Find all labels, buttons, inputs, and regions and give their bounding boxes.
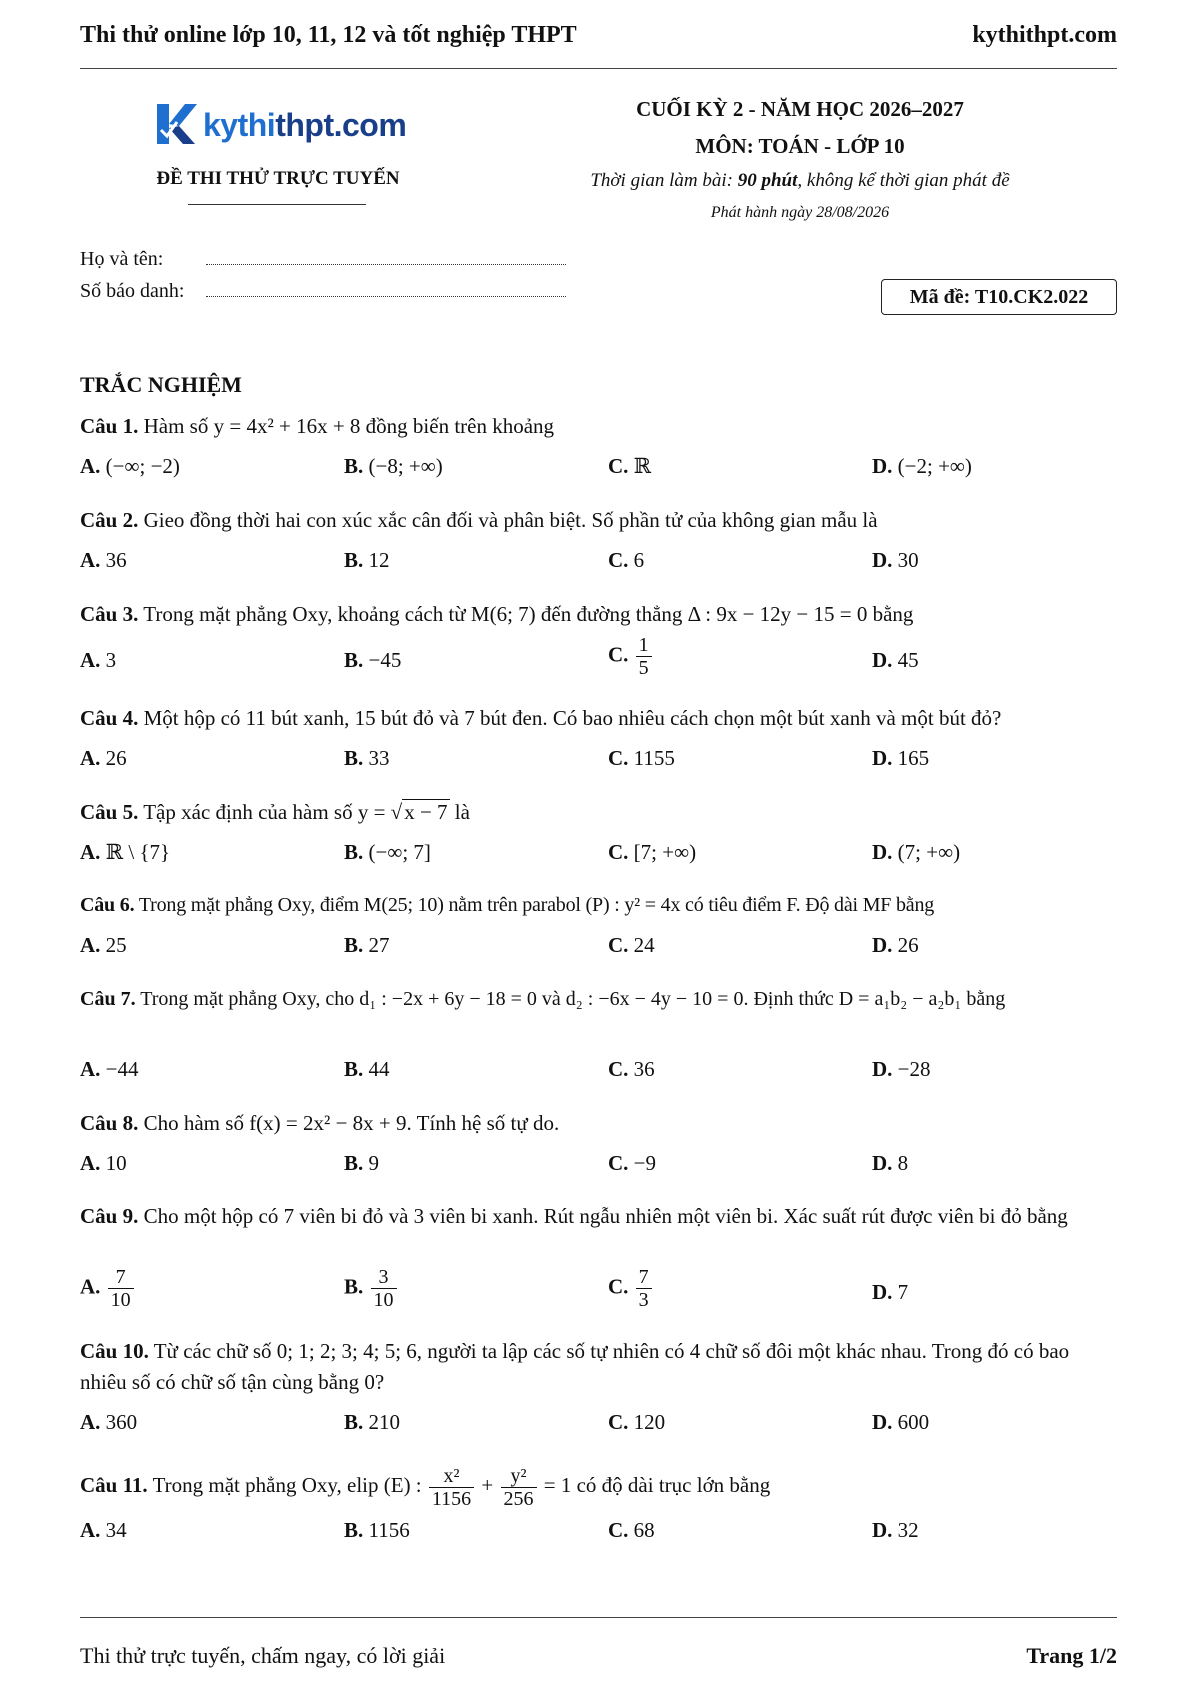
student-id-field[interactable] (80, 280, 566, 303)
option-c[interactable]: C. 68 (608, 1518, 655, 1542)
options-2 (80, 548, 1117, 582)
options-1 (80, 454, 1117, 488)
student-name-line[interactable] (206, 248, 566, 265)
option-d[interactable]: D. 7 (872, 1280, 909, 1304)
option-d[interactable]: D. 26 (872, 933, 919, 957)
option-c[interactable]: C. 1155 (608, 746, 675, 770)
header-site-link[interactable]: kythithpt.com (972, 22, 1117, 48)
options-11 (80, 1518, 1117, 1552)
option-c[interactable]: C. −9 (608, 1151, 657, 1175)
option-c[interactable]: C. [7; +∞) (608, 840, 697, 864)
option-d[interactable]: D. (−2; +∞) (872, 454, 972, 478)
footer-tagline: Thi thử trực tuyến, chấm ngay, có lời giải (80, 1643, 446, 1668)
option-d[interactable]: D. 45 (872, 648, 919, 672)
question-8: Câu 8. Cho hàm số f(x) = 2x² − 8x + 9. Tính hệ số tự do. (80, 1111, 560, 1135)
option-c[interactable]: C. 24 (608, 933, 655, 957)
fraction: $\frac{3}{10}$ (371, 1266, 397, 1311)
exam-time-value: 90 phút (737, 170, 798, 191)
option-a[interactable]: A. −44 (80, 1057, 139, 1081)
option-b[interactable]: B. 44 (344, 1057, 390, 1081)
option-a[interactable]: A. ℝ \ {7} (80, 840, 171, 864)
header-divider (80, 68, 1117, 69)
question-7: Câu 7. Trong mặt phẳng Oxy, cho d₁ : −2x + 6y − 18 = 0 và d₂ : −6x − 4y − 10 = 0. Định thức D = a₁b₂ − a₂b₁ bằng (80, 988, 1006, 1010)
question-3: Câu 3. Trong mặt phẳng Oxy, khoảng cách từ M(6; 7) đến đường thẳng Δ : 9x − 12y − 15 = 0 bằng (80, 602, 914, 626)
page-footer (80, 1643, 1117, 1669)
option-a[interactable]: A. $\frac{7}{10}$ (80, 1266, 136, 1311)
option-b[interactable]: B. 1156 (344, 1518, 410, 1542)
option-a[interactable]: A. (−∞; −2) (80, 454, 180, 478)
exam-code-box: Mã đề: T10.CK2.022 (881, 279, 1117, 315)
option-a[interactable]: A. 34 (80, 1518, 127, 1542)
option-b[interactable]: B. (−8; +∞) (344, 454, 443, 478)
question-11: Câu 11. Trong mặt phẳng Oxy, elip (E) : $\frac{\text{x²}}{1156}$ + $\frac{\text{y²}}{256}$ = 1 có độ dài trục lớn bằng (80, 1464, 771, 1510)
option-d[interactable]: D. (7; +∞) (872, 840, 961, 864)
option-c[interactable]: C. 36 (608, 1057, 655, 1081)
exam-term: CUỐI KỲ 2 - NĂM HỌC 2026–2027 (636, 97, 964, 121)
option-d[interactable]: D. 600 (872, 1410, 930, 1434)
exam-release-date: Phát hành ngày 28/08/2026 (710, 204, 890, 221)
option-b[interactable]: B. 210 (344, 1410, 401, 1434)
question-2: Câu 2. Gieo đồng thời hai con xúc xắc cân đối và phân biệt. Số phần tử của không gian mẫu là (80, 508, 878, 532)
fraction: $\frac{7}{3}$ (636, 1266, 652, 1311)
logo-text-1: kythi (203, 107, 276, 143)
fraction: $\frac{7}{10}$ (108, 1266, 134, 1311)
options-6 (80, 933, 1117, 967)
option-a[interactable]: A. 26 (80, 746, 127, 770)
student-name-field[interactable] (80, 248, 566, 271)
exam-type: ĐỀ THI THỬ TRỰC TUYẾN (156, 168, 400, 189)
footer-divider (80, 1617, 1117, 1618)
header-title: Thi thử online lớp 10, 11, 12 và tốt nghiệp THPT (80, 22, 577, 48)
option-d[interactable]: D. 30 (872, 548, 919, 572)
option-b[interactable]: B. 33 (344, 746, 390, 770)
option-c[interactable]: C. $\frac{1}{5}$ (608, 634, 654, 679)
option-b[interactable]: B. (−∞; 7] (344, 840, 431, 864)
page-header (80, 22, 1117, 56)
logo-text-2: thpt.com (275, 107, 407, 143)
student-id-label: Số báo danh: (80, 280, 185, 302)
subtitle-underline (188, 204, 366, 205)
student-id-line[interactable] (206, 280, 566, 297)
question-10: Câu 10. Từ các chữ số 0; 1; 2; 3; 4; 5; 6, người ta lập các số tự nhiên có 4 chữ số đôi một khác nhau. Trong đó có bao nhiêu số có chữ số tận cùng bằng 0? (80, 1339, 1070, 1394)
site-logo[interactable] (153, 100, 413, 160)
option-a[interactable]: A. 360 (80, 1410, 138, 1434)
option-c[interactable]: C. ℝ (608, 454, 652, 478)
option-d[interactable]: D. −28 (872, 1057, 931, 1081)
question-5: Câu 5. Tập xác định của hàm số y = √x − 7 là (80, 800, 470, 824)
option-a[interactable]: A. 10 (80, 1151, 127, 1175)
option-d[interactable]: D. 165 (872, 746, 930, 770)
question-4: Câu 4. Một hộp có 11 bút xanh, 15 bút đỏ và 7 bút đen. Có bao nhiêu cách chọn một bút xanh và một bút đỏ? (80, 706, 1002, 730)
page-number: Trang 1/2 (1026, 1643, 1117, 1668)
options-10 (80, 1410, 1117, 1444)
option-b[interactable]: B. 27 (344, 933, 390, 957)
option-c[interactable]: C. $\frac{7}{3}$ (608, 1266, 654, 1311)
question-6: Câu 6. Trong mặt phẳng Oxy, điểm M(25; 10) nằm trên parabol (P) : y² = 4x có tiêu điểm F. Độ dài MF bằng (80, 894, 935, 916)
logo-k-check-icon (153, 100, 199, 148)
question-9: Câu 9. Cho một hộp có 7 viên bi đỏ và 3 viên bi xanh. Rút ngẫu nhiên một viên bi. Xác suất rút được viên bi đỏ bằng (80, 1204, 1068, 1228)
question-1: Câu 1. Hàm số y = 4x² + 16x + 8 đồng biến trên khoảng (80, 414, 555, 438)
fraction: $\frac{\text{x²}}{1156}$ (429, 1465, 474, 1510)
option-d[interactable]: D. 8 (872, 1151, 909, 1175)
option-d[interactable]: D. 32 (872, 1518, 919, 1542)
option-a[interactable]: A. 36 (80, 548, 127, 572)
options-9 (80, 1266, 1117, 1311)
option-b[interactable]: B. $\frac{3}{10}$ (344, 1266, 399, 1311)
exam-subject: MÔN: TOÁN - LỚP 10 (695, 134, 905, 158)
option-c[interactable]: C. 120 (608, 1410, 666, 1434)
option-c[interactable]: C. 6 (608, 548, 645, 572)
option-a[interactable]: A. 3 (80, 648, 117, 672)
option-b[interactable]: B. −45 (344, 648, 402, 672)
options-7 (80, 1057, 1117, 1091)
option-b[interactable]: B. 9 (344, 1151, 380, 1175)
fraction: $\frac{1}{5}$ (636, 634, 652, 679)
options-3 (80, 634, 1117, 679)
options-5 (80, 840, 1117, 874)
fraction: $\frac{\text{y²}}{256}$ (501, 1465, 537, 1510)
student-name-label: Họ và tên: (80, 248, 164, 270)
option-b[interactable]: B. 12 (344, 548, 390, 572)
option-a[interactable]: A. 25 (80, 933, 127, 957)
options-8 (80, 1151, 1117, 1185)
section-title: TRẮC NGHIỆM (80, 372, 242, 397)
options-4 (80, 746, 1117, 780)
exam-time: Thời gian làm bài: 90 phút, không kể thời gian phát đề (590, 170, 1010, 191)
